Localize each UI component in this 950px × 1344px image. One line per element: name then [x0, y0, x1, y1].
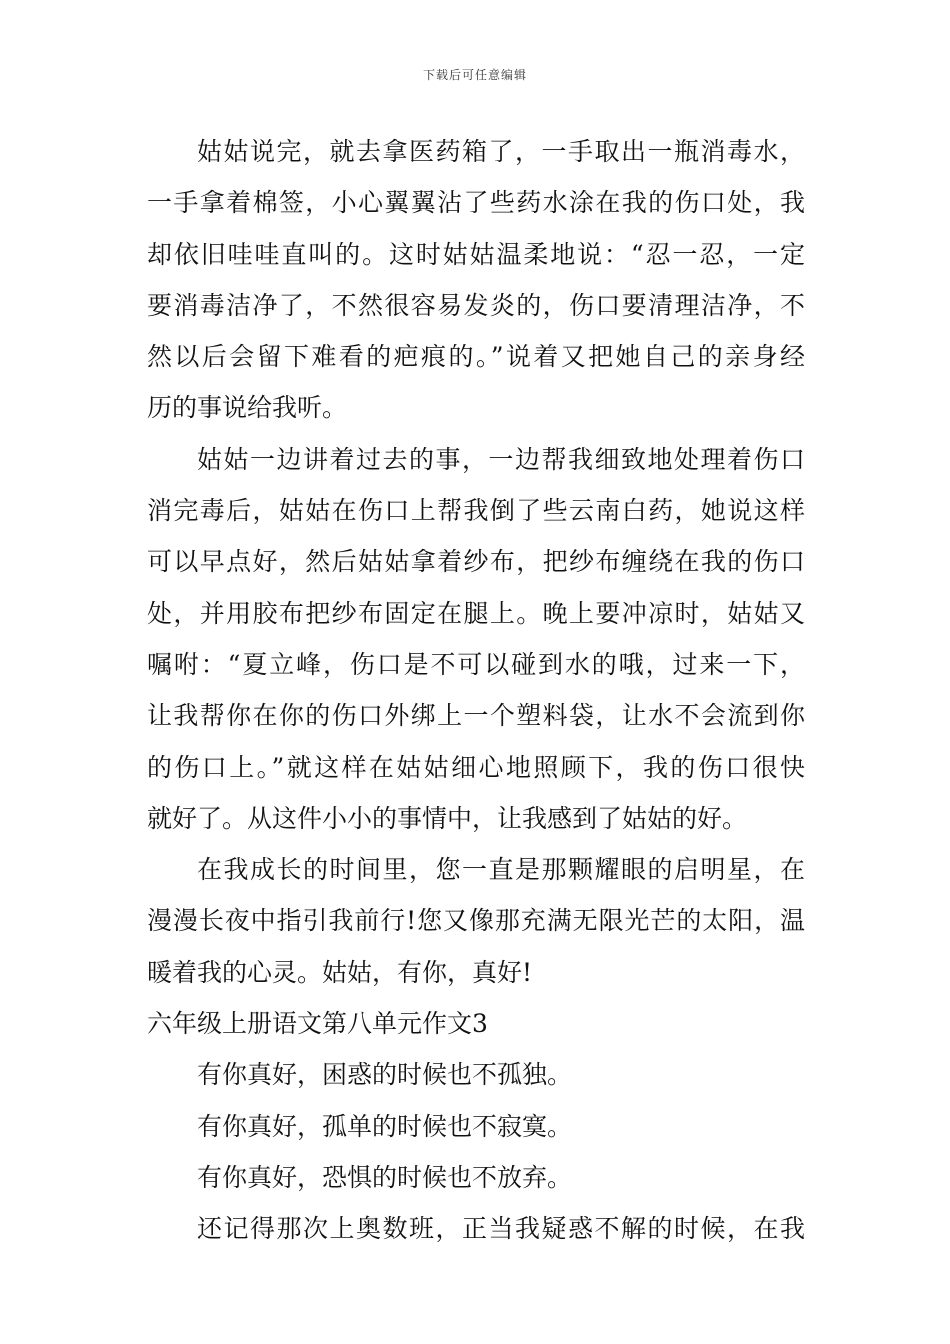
- text-line: 一手拿着棉签，小心翼翼沾了些药水涂在我的伤口处，我: [147, 188, 805, 218]
- text-line: 却依旧哇哇直叫的。这时姑姑温柔地说：“忍一忍，一定: [147, 239, 805, 269]
- text-line: 要消毒洁净了，不然很容易发炎的，伤口要清理洁净，不: [147, 290, 805, 320]
- text-line: 漫漫长夜中指引我前行!您又像那充满无限光芒的太阳，温: [147, 906, 805, 936]
- text-line: 历的事说给我听。: [147, 393, 348, 423]
- text-line: 有你真好，孤单的时候也不寂寞。: [197, 1111, 573, 1141]
- text-line: 在我成长的时间里，您一直是那颗耀眼的启明星，在: [197, 855, 805, 885]
- text-line: 姑姑说完，就去拿医药箱了，一手取出一瓶消毒水，: [197, 137, 805, 166]
- text-line: 然以后会留下难看的疤痕的。”说着又把她自己的亲身经: [147, 342, 805, 372]
- text-line: 就好了。从这件小小的事情中，让我感到了姑姑的好。: [147, 803, 748, 833]
- page-header: 下载后可任意编辑: [422, 68, 527, 82]
- document-body: [147, 126, 805, 1255]
- text-line: 的伤口上。”就这样在姑姑细心地照顾下，我的伤口很快: [147, 752, 805, 782]
- text-line: 让我帮你在你的伤口外绑上一个塑料袋，让水不会流到你: [147, 701, 805, 731]
- text-line: 还记得那次上奥数班，正当我疑惑不解的时候，在我: [197, 1214, 805, 1244]
- text-line: 暖着我的心灵。姑姑，有你，真好!: [147, 957, 533, 987]
- text-line: 有你真好，困惑的时候也不孤独。: [197, 1060, 573, 1090]
- text-line: 消完毒后，姑姑在伤口上帮我倒了些云南白药，她说这样: [147, 496, 805, 526]
- text-line: 处，并用胶布把纱布固定在腿上。晚上要冲凉时，姑姑又: [147, 598, 805, 628]
- text-line: 可以早点好，然后姑姑拿着纱布，把纱布缠绕在我的伤口: [147, 547, 805, 577]
- text-line: 姑姑一边讲着过去的事，一边帮我细致地处理着伤口: [197, 444, 805, 474]
- text-line: 嘱咐：“夏立峰，伤口是不可以碰到水的哦，过来一下，: [147, 649, 805, 679]
- text-line: 六年级上册语文第八单元作文3: [147, 1009, 488, 1039]
- text-line: 有你真好，恐惧的时候也不放弃。: [197, 1162, 573, 1192]
